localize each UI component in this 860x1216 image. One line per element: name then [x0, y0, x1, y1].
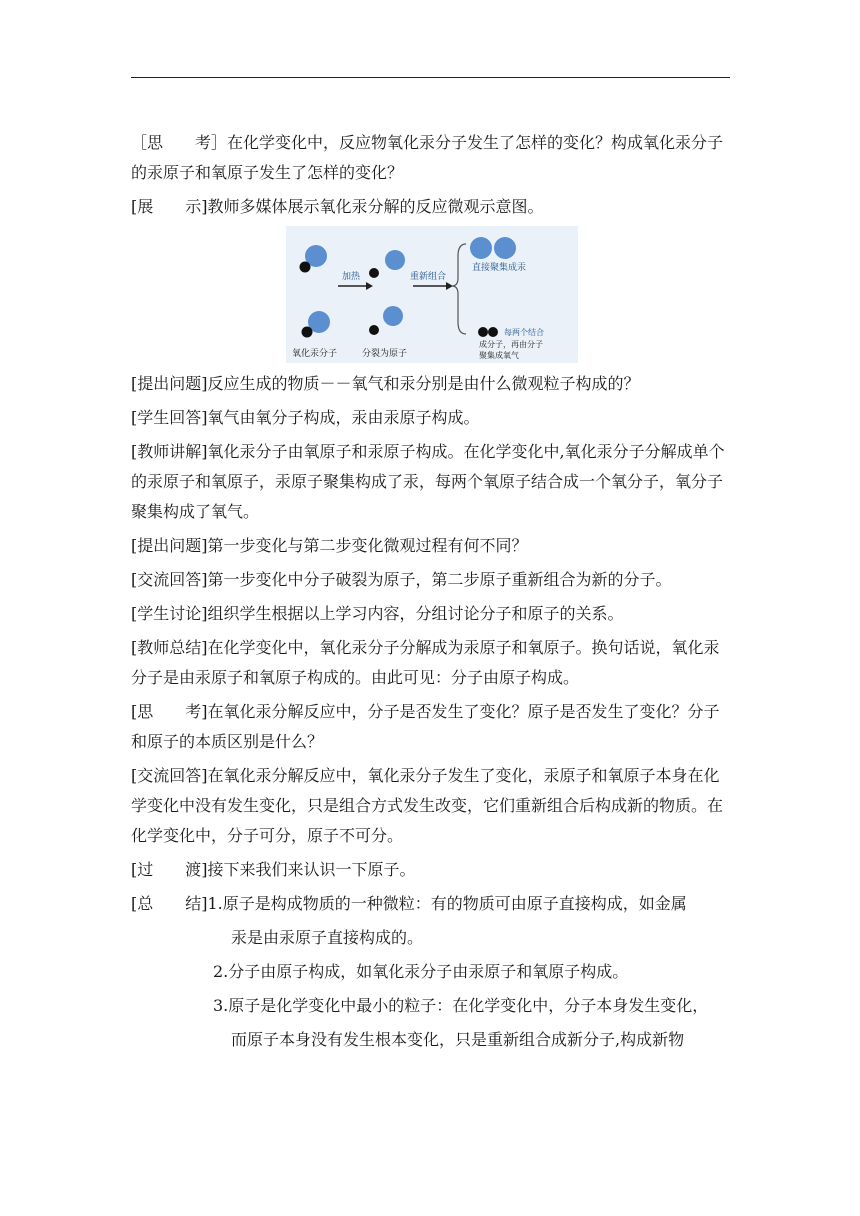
arrow-head — [366, 282, 373, 290]
label-recombine: 重新组合 — [410, 272, 447, 282]
hg-atom — [383, 306, 403, 326]
paragraph-think-1: ［思 考］在化学变化中，反应物氧化汞分子发生了怎样的变化？构成氧化汞分子的汞原子和氧原子发生了怎样的变化？ — [131, 133, 724, 182]
summary-item-2: 2.分子由原子构成，如氧化汞分子由汞原子和氧原子构成。 — [213, 962, 629, 981]
label-o2-2: 成分子，再由分子 — [479, 340, 543, 349]
hg-atom — [385, 250, 405, 270]
o-atom — [300, 262, 311, 273]
label-hg: 直接聚集成汞 — [472, 263, 527, 273]
o-atom — [478, 327, 488, 337]
hg-atom — [494, 237, 516, 259]
paragraph-answer-1: [学生回答]氧气由氧分子构成，汞由汞原子构成。 — [131, 408, 480, 427]
paragraph-exchange-2: [交流回答]在氧化汞分解反应中，氧化汞分子发生了变化，汞原子和氧原子本身在化学变化中没有发生变化，只是组合方式发生改变，它们重新组合后构成新的物质。在化学变化中，分子可分，原子不可分。 — [131, 766, 724, 845]
summary-item-1-cont: 汞是由汞原子直接构成的。 — [231, 928, 424, 947]
reaction-diagram — [286, 226, 578, 363]
document-body — [131, 128, 731, 1059]
paragraph-think-2: [思 考]在氧化汞分解反应中，分子是否发生了变化？原子是否发生了变化？分子和原子的本质区别是什么？ — [131, 702, 720, 751]
paragraph-transition: [过 渡]接下来我们来认识一下原子。 — [131, 860, 416, 879]
paragraph-discussion: [学生讨论]组织学生根据以上学习内容，分组讨论分子和原子的关系。 — [131, 604, 624, 623]
o-atom — [369, 325, 379, 335]
label-split: 分裂为原子 — [362, 349, 408, 359]
o-atom — [488, 327, 498, 337]
hg-atom — [470, 237, 492, 259]
o-atom — [302, 327, 313, 338]
summary-item-3-cont: 而原子本身没有发生根本变化，只是重新组合成新分子,构成新物 — [231, 1030, 685, 1049]
label-o2-1: 每两个结合 — [504, 328, 544, 337]
paragraph-question-1: [提出问题]反应生成的物质－－氧气和汞分别是由什么微观粒子构成的？ — [131, 374, 640, 393]
paragraph-show: [展 示]教师多媒体展示氧化汞分解的反应微观示意图。 — [131, 197, 544, 216]
summary-item-1: [总 结]1.原子是构成物质的一种微粒：有的物质可由原子直接构成，如金属 — [131, 894, 687, 913]
label-hgo: 氧化汞分子 — [292, 349, 338, 359]
header-rule — [131, 77, 730, 78]
paragraph-lecture: [教师讲解]氧化汞分子由氧原子和汞原子构成。在化学变化中,氧化汞分子分解成单个的汞原子和氧原子，汞原子聚集构成了汞，每两个氧原子结合成一个氧分子，氧分子聚集构成了氧气。 — [131, 442, 725, 521]
label-heat: 加热 — [342, 272, 361, 282]
summary-item-3: 3.原子是化学变化中最小的粒子：在化学变化中，分子本身发生变化， — [213, 996, 709, 1015]
brace — [452, 244, 466, 334]
arrow-head — [446, 282, 453, 290]
reaction-diagram-svg — [286, 226, 578, 363]
paragraph-teacher-summary: [教师总结]在化学变化中，氧化汞分子分解成为汞原子和氧原子。换句话说，氧化汞分子是由汞原子和氧原子构成的。由此可见：分子由原子构成。 — [131, 638, 720, 687]
o-atom — [369, 268, 379, 278]
label-o2-3: 聚集成氧气 — [479, 351, 519, 360]
paragraph-question-2: [提出问题]第一步变化与第二步变化微观过程有何不同？ — [131, 536, 528, 555]
paragraph-exchange-1: [交流回答]第一步变化中分子破裂为原子，第二步原子重新组合为新的分子。 — [131, 570, 672, 589]
